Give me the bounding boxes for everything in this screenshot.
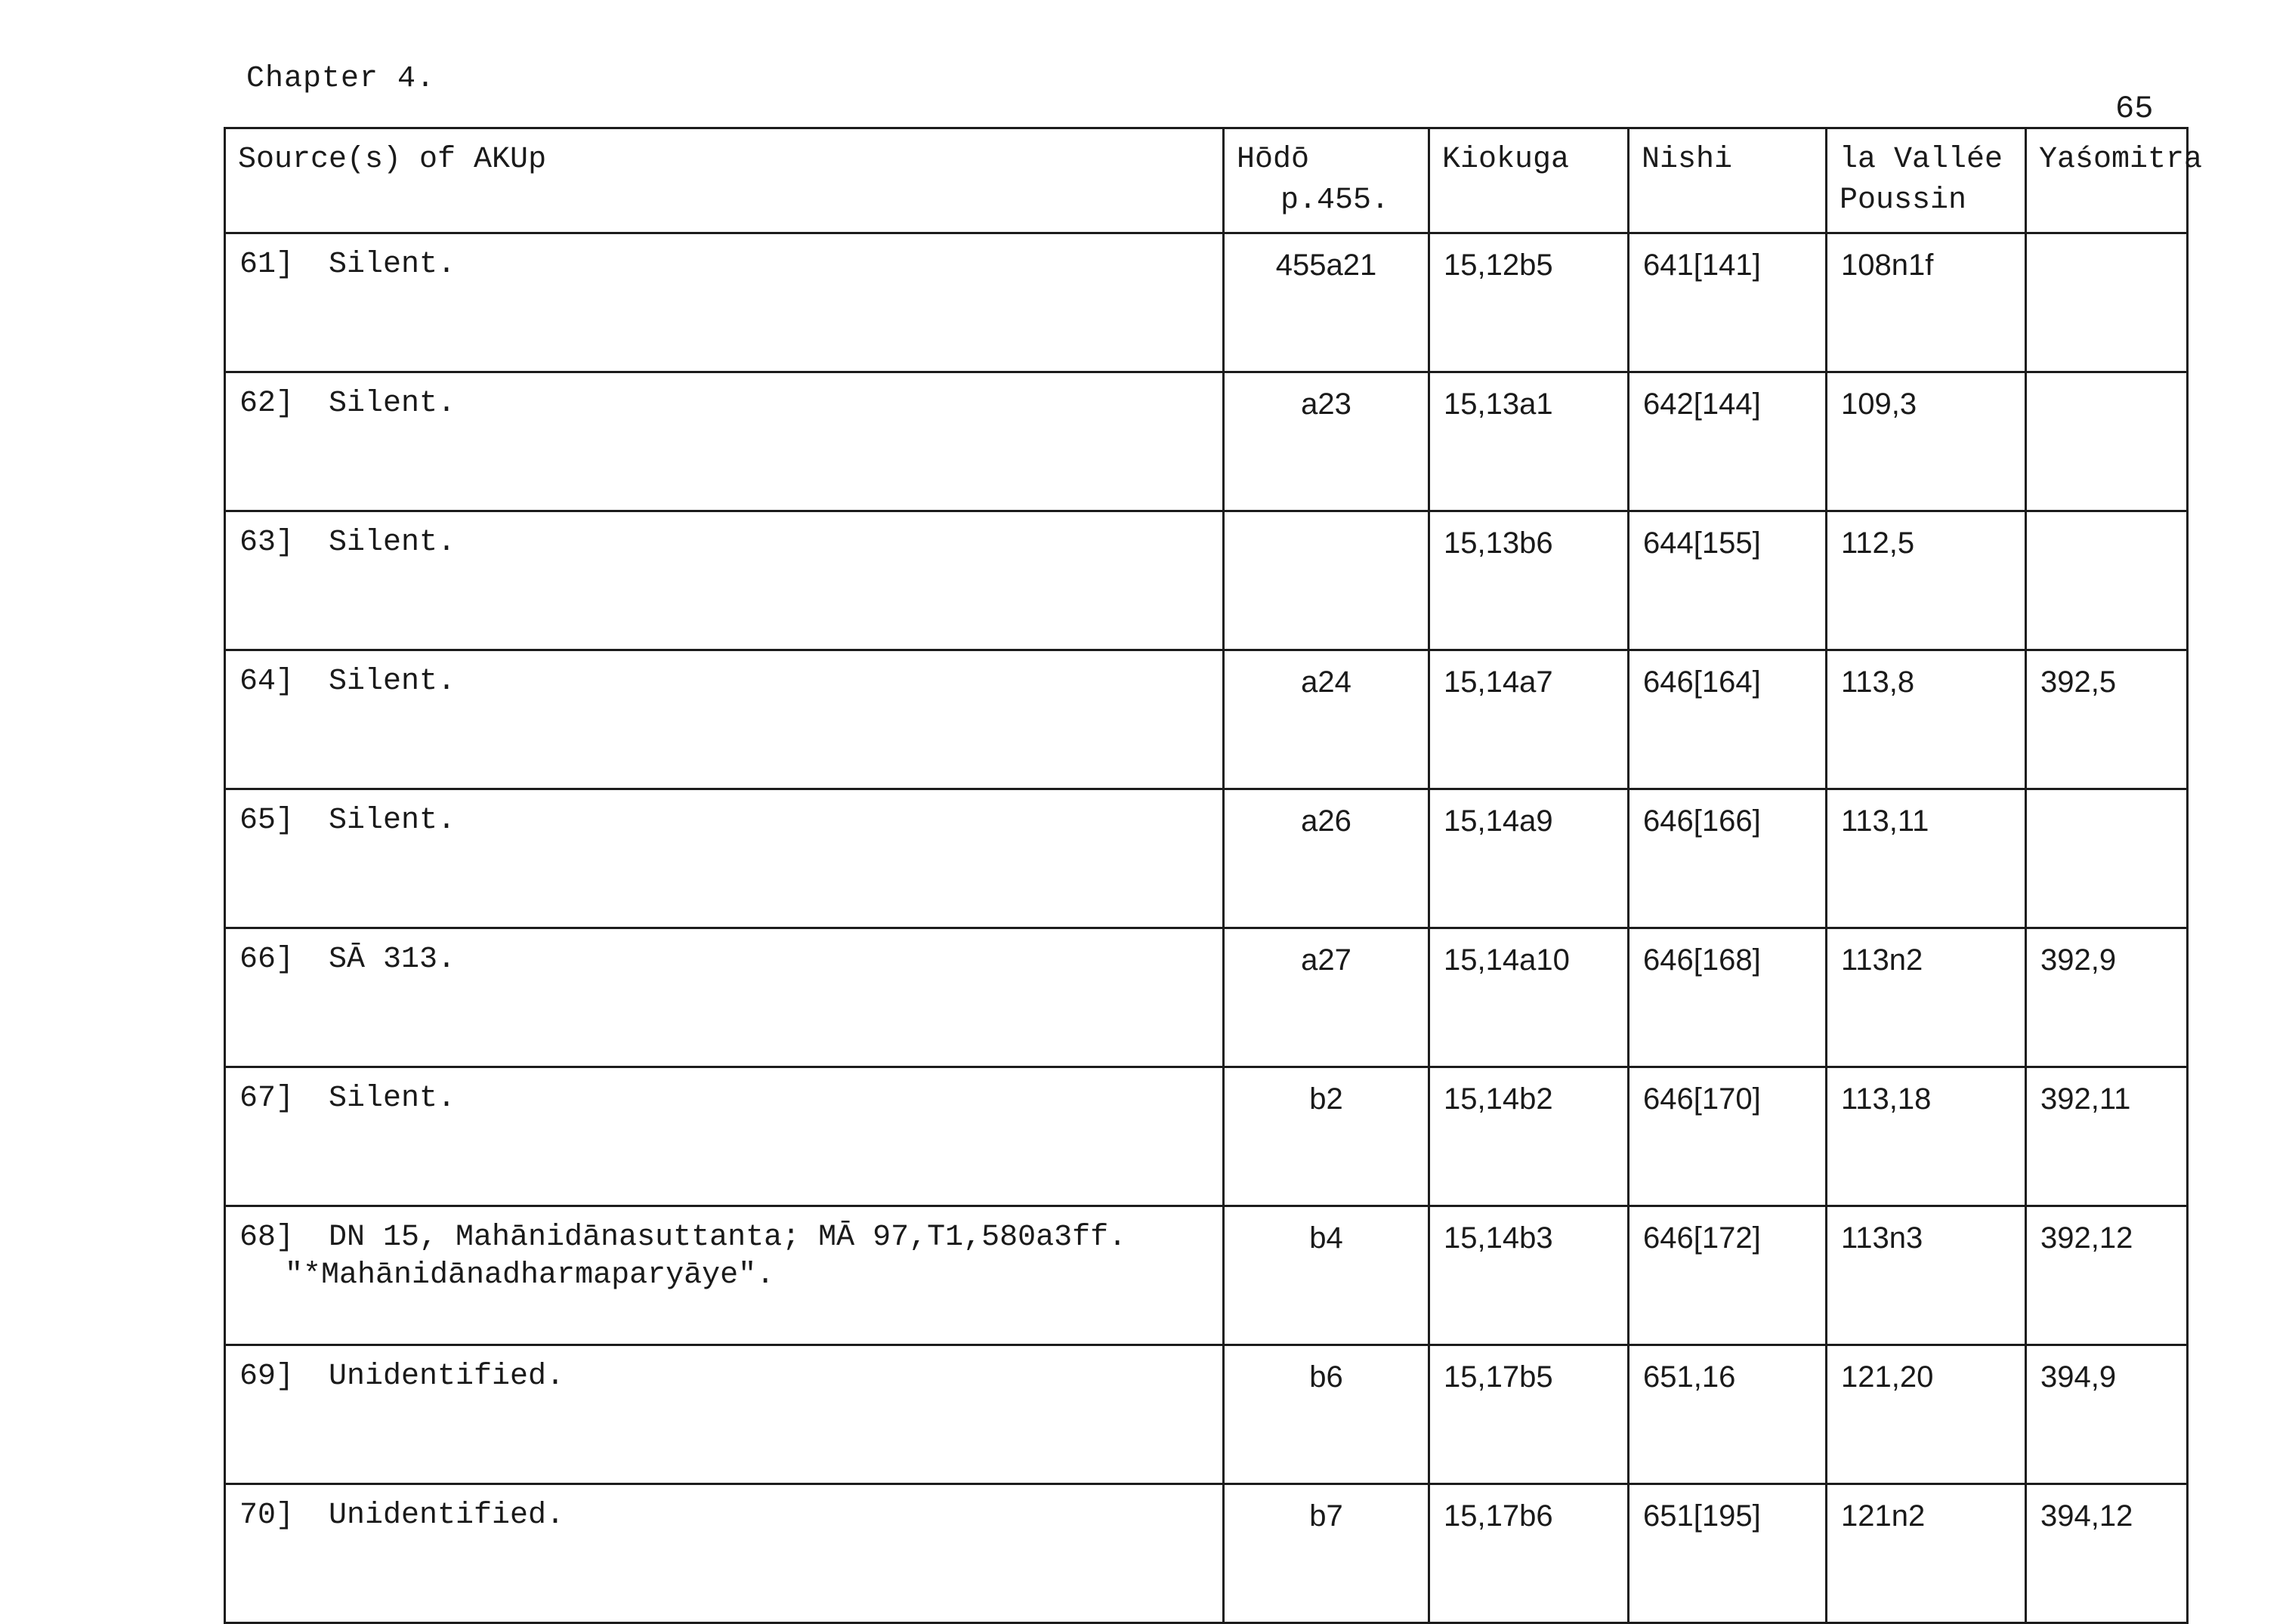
hodo-cell: [1224, 511, 1429, 650]
source-cell: [225, 511, 1224, 650]
kiokuga-cell: 15,12b5: [1429, 233, 1629, 372]
source-text: Silent.: [329, 248, 456, 282]
hodo-cell: b4: [1224, 1206, 1429, 1345]
kiokuga-cell: 15,17b6: [1429, 1484, 1629, 1623]
source-text: Silent.: [329, 387, 456, 421]
source-text: Silent.: [329, 1082, 456, 1116]
source-text: SĀ 313.: [329, 943, 456, 977]
nishi-cell: 646[170]: [1629, 1067, 1827, 1206]
col-header-la-vallee-poussin: la Vallée Poussin: [1827, 128, 2026, 233]
hodo-cell: a27: [1224, 928, 1429, 1067]
source-text: DN 15, Mahānidānasuttanta; MĀ 97,T1,580a3ff.: [329, 1221, 1127, 1255]
table-body: [225, 233, 2188, 1623]
source-cell: [225, 372, 1224, 511]
col-header-hodo: [1224, 128, 1429, 233]
table-header-row: [225, 128, 2188, 233]
source-text: Silent.: [329, 526, 456, 560]
table-row: [225, 1206, 2188, 1345]
source-text: Unidentified.: [329, 1499, 565, 1533]
la-vallee-poussin-cell: 121n2: [1827, 1484, 2026, 1623]
hodo-cell: 455a21: [1224, 233, 1429, 372]
row-number: 68]: [239, 1221, 295, 1255]
chapter-heading: Chapter 4.: [246, 62, 436, 96]
yasomitra-cell: 394,9: [2026, 1345, 2188, 1484]
source-text-line2: "*Mahānidānadharmaparyāye".: [285, 1258, 775, 1292]
source-cell: [225, 1067, 1224, 1206]
sources-table: [224, 127, 2203, 1624]
kiokuga-cell: 15,14b3: [1429, 1206, 1629, 1345]
la-vallee-poussin-cell: 113n2: [1827, 928, 2026, 1067]
table-row: [225, 1484, 2188, 1623]
source-cell: [225, 1345, 1224, 1484]
table-row: [225, 233, 2188, 372]
yasomitra-cell: [2026, 511, 2188, 650]
table-row: [225, 511, 2188, 650]
la-vallee-poussin-cell: 112,5: [1827, 511, 2026, 650]
hodo-label: Hōdō: [1237, 143, 1310, 177]
kiokuga-cell: 15,17b5: [1429, 1345, 1629, 1484]
row-number: 63]: [239, 526, 295, 560]
hodo-cell: a24: [1224, 650, 1429, 789]
source-text: Silent.: [329, 804, 456, 838]
la-vallee-poussin-cell: 113,18: [1827, 1067, 2026, 1206]
kiokuga-cell: 15,14b2: [1429, 1067, 1629, 1206]
hodo-cell: b2: [1224, 1067, 1429, 1206]
source-cell: [225, 928, 1224, 1067]
yasomitra-cell: 392,5: [2026, 650, 2188, 789]
yasomitra-cell: 394,12: [2026, 1484, 2188, 1623]
source-cell: [225, 789, 1224, 928]
row-number: 64]: [239, 665, 295, 699]
row-number: 70]: [239, 1499, 295, 1533]
hodo-cell: a23: [1224, 372, 1429, 511]
hodo-cell: b7: [1224, 1484, 1429, 1623]
yasomitra-cell: 392,11: [2026, 1067, 2188, 1206]
source-text: Silent.: [329, 665, 456, 699]
la-vallee-poussin-cell: 121,20: [1827, 1345, 2026, 1484]
table-row: [225, 650, 2188, 789]
table-row: [225, 1345, 2188, 1484]
la-vallee-poussin-cell: 113n3: [1827, 1206, 2026, 1345]
table-row: [225, 1067, 2188, 1206]
page-number: 65: [2115, 91, 2154, 127]
nishi-cell: 646[164]: [1629, 650, 1827, 789]
row-number: 61]: [239, 248, 295, 282]
kiokuga-cell: 15,14a9: [1429, 789, 1629, 928]
row-number: 67]: [239, 1082, 295, 1116]
source-cell: [225, 650, 1224, 789]
nishi-cell: 641[141]: [1629, 233, 1827, 372]
source-cell: [225, 1206, 1224, 1345]
row-number: 65]: [239, 804, 295, 838]
yasomitra-cell: 392,12: [2026, 1206, 2188, 1345]
table-row: [225, 372, 2188, 511]
row-number: 69]: [239, 1360, 295, 1394]
source-cell: [225, 1484, 1224, 1623]
table-row: [225, 928, 2188, 1067]
yasomitra-cell: [2026, 789, 2188, 928]
kiokuga-cell: 15,13b6: [1429, 511, 1629, 650]
col-header-yasomitra: Yaśomitra: [2026, 128, 2188, 233]
nishi-cell: 646[168]: [1629, 928, 1827, 1067]
nishi-cell: 651,16: [1629, 1345, 1827, 1484]
la-vallee-poussin-cell: 108n1f: [1827, 233, 2026, 372]
la-vallee-poussin-cell: 113,11: [1827, 789, 2026, 928]
la-vallee-poussin-cell: 109,3: [1827, 372, 2026, 511]
nishi-cell: 642[144]: [1629, 372, 1827, 511]
nishi-cell: 646[172]: [1629, 1206, 1827, 1345]
source-text: Unidentified.: [329, 1360, 565, 1394]
kiokuga-cell: 15,13a1: [1429, 372, 1629, 511]
yasomitra-cell: [2026, 372, 2188, 511]
col-header-nishi: Nishi: [1629, 128, 1827, 233]
row-number: 62]: [239, 387, 295, 421]
hodo-page-label: p.455.: [1280, 184, 1390, 218]
nishi-cell: 651[195]: [1629, 1484, 1827, 1623]
col-header-source: Source(s) of AKUp: [225, 128, 1224, 233]
yasomitra-cell: [2026, 233, 2188, 372]
hodo-cell: b6: [1224, 1345, 1429, 1484]
row-number: 66]: [239, 943, 295, 977]
hodo-cell: a26: [1224, 789, 1429, 928]
yasomitra-cell: 392,9: [2026, 928, 2188, 1067]
nishi-cell: 644[155]: [1629, 511, 1827, 650]
col-header-kiokuga: Kiokuga: [1429, 128, 1629, 233]
kiokuga-cell: 15,14a10: [1429, 928, 1629, 1067]
table-row: [225, 789, 2188, 928]
la-vallee-poussin-cell: 113,8: [1827, 650, 2026, 789]
source-cell: [225, 233, 1224, 372]
kiokuga-cell: 15,14a7: [1429, 650, 1629, 789]
nishi-cell: 646[166]: [1629, 789, 1827, 928]
